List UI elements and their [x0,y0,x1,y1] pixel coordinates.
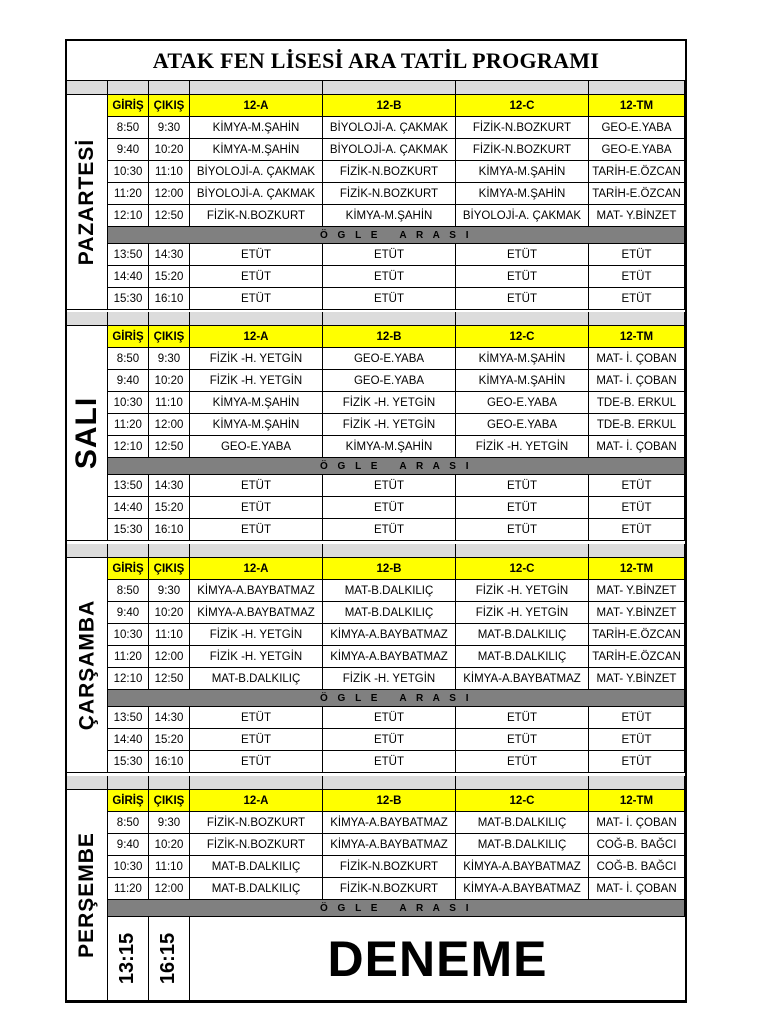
cell-cikis: 15:20 [149,266,190,288]
cell-class-12b: ETÜT [323,729,456,751]
cell-class-12b: ETÜT [323,266,456,288]
separator-row-cell [108,81,149,95]
header-class-12b: 12-B [323,326,456,348]
day-name: PERŞEMBE [75,832,99,958]
cell-class-12c: KİMYA-A.BAYBATMAZ [456,878,589,900]
cell-class-12tm: MAT- Y.BİNZET [589,668,685,690]
header-class-12b: 12-B [323,558,456,580]
cell-class-12b: ETÜT [323,475,456,497]
cell-cikis: 11:10 [149,856,190,878]
cell-class-12c: ETÜT [456,707,589,729]
cell-class-12c: GEO-E.YABA [456,392,589,414]
cell-class-12a: ETÜT [190,266,323,288]
cell-class-12a: KİMYA-M.ŞAHİN [190,414,323,436]
cell-cikis: 12:00 [149,646,190,668]
cell-class-12tm: COĞ-B. BAĞCI [589,856,685,878]
day-name: ÇARŞAMBA [75,599,98,731]
schedule-sheet [65,39,687,1003]
cell-class-12a: KİMYA-A.BAYBATMAZ [190,602,323,624]
cell-class-12c: ETÜT [456,288,589,310]
cell-class-12a: FİZİK-N.BOZKURT [190,205,323,227]
cell-cikis: 10:20 [149,370,190,392]
cell-class-12c: KİMYA-M.ŞAHİN [456,370,589,392]
cell-class-12tm: ETÜT [589,707,685,729]
separator-row-cell [589,544,685,558]
cell-cikis: 12:50 [149,205,190,227]
header-class-12a: 12-A [190,790,323,812]
cell-class-12b: ETÜT [323,288,456,310]
header-giris: GİRİŞ [108,558,149,580]
cell-class-12a: FİZİK -H. YETGİN [190,624,323,646]
cell-giris: 10:30 [108,856,149,878]
cell-class-12c: FİZİK-N.BOZKURT [456,117,589,139]
header-class-12a: 12-A [190,326,323,348]
cell-giris: 14:40 [108,497,149,519]
cell-giris: 9:40 [108,602,149,624]
cell-class-12c: ETÜT [456,519,589,541]
separator-row-cell [323,544,456,558]
cell-class-12b: KİMYA-A.BAYBATMAZ [323,646,456,668]
cell-class-12c: KİMYA-M.ŞAHİN [456,161,589,183]
cell-cikis: 15:20 [149,729,190,751]
cell-cikis: 10:20 [149,834,190,856]
cell-class-12b: KİMYA-M.ŞAHİN [323,436,456,458]
separator-row-cell [323,312,456,326]
cell-class-12b: ETÜT [323,751,456,773]
separator-row-cell [149,776,190,790]
lunch-break-row: Ö G L E A R A S I [108,900,685,917]
separator-row-cell [67,81,108,95]
header-cikis: ÇIKIŞ [149,790,190,812]
cell-giris: 8:50 [108,580,149,602]
header-giris: GİRİŞ [108,95,149,117]
header-giris: GİRİŞ [108,790,149,812]
cell-cikis: 16:10 [149,288,190,310]
cell-class-12tm: TARİH-E.ÖZCAN [589,183,685,205]
cell-class-12c: BİYOLOJİ-A. ÇAKMAK [456,205,589,227]
cell-class-12c: FİZİK -H. YETGİN [456,436,589,458]
separator-row-cell [323,81,456,95]
cell-class-12tm: ETÜT [589,751,685,773]
cell-giris: 9:40 [108,834,149,856]
cell-class-12tm: ETÜT [589,244,685,266]
cell-class-12tm: ETÜT [589,497,685,519]
cell-class-12c: FİZİK -H. YETGİN [456,580,589,602]
cell-class-12c: ETÜT [456,266,589,288]
header-class-12b: 12-B [323,790,456,812]
cell-cikis: 9:30 [149,812,190,834]
cell-class-12a: ETÜT [190,288,323,310]
exam-label: DENEME [190,917,685,1001]
header-class-12tm: 12-TM [589,790,685,812]
cell-giris: 8:50 [108,348,149,370]
cell-class-12b: KİMYA-M.ŞAHİN [323,205,456,227]
cell-class-12tm: COĞ-B. BAĞCI [589,834,685,856]
cell-class-12tm: MAT- İ. ÇOBAN [589,878,685,900]
cell-class-12tm: GEO-E.YABA [589,117,685,139]
cell-class-12tm: TARİH-E.ÖZCAN [589,646,685,668]
separator-row-cell [456,544,589,558]
cell-class-12c: ETÜT [456,751,589,773]
header-cikis: ÇIKIŞ [149,558,190,580]
cell-class-12b: GEO-E.YABA [323,370,456,392]
cell-class-12c: MAT-B.DALKILIÇ [456,624,589,646]
cell-class-12tm: MAT- İ. ÇOBAN [589,436,685,458]
separator-row-cell [149,81,190,95]
cell-cikis: 15:20 [149,497,190,519]
cell-giris: 11:20 [108,414,149,436]
separator-row-cell [108,312,149,326]
cell-giris: 11:20 [108,646,149,668]
cell-cikis: 12:50 [149,668,190,690]
cell-giris: 11:20 [108,878,149,900]
cell-class-12a: FİZİK -H. YETGİN [190,348,323,370]
separator-row-cell [589,81,685,95]
cell-class-12tm: MAT- Y.BİNZET [589,205,685,227]
day-name: SALI [70,396,103,470]
cell-class-12c: KİMYA-M.ŞAHİN [456,183,589,205]
cell-class-12b: GEO-E.YABA [323,348,456,370]
cell-giris: 10:30 [108,624,149,646]
cell-class-12b: ETÜT [323,707,456,729]
cell-class-12tm: MAT- İ. ÇOBAN [589,370,685,392]
separator-row-cell [149,544,190,558]
cell-giris: 13:50 [108,244,149,266]
header-class-12tm: 12-TM [589,326,685,348]
cell-cikis: 12:50 [149,436,190,458]
cell-class-12a: MAT-B.DALKILIÇ [190,878,323,900]
cell-giris: 14:40 [108,266,149,288]
cell-class-12a: ETÜT [190,244,323,266]
cell-class-12b: FİZİK -H. YETGİN [323,668,456,690]
cell-class-12tm: ETÜT [589,288,685,310]
cell-class-12a: FİZİK -H. YETGİN [190,370,323,392]
cell-class-12b: FİZİK-N.BOZKURT [323,161,456,183]
cell-class-12b: ETÜT [323,519,456,541]
day-label [67,95,108,310]
cell-class-12c: ETÜT [456,475,589,497]
separator-row-cell [456,776,589,790]
cell-class-12b: ETÜT [323,497,456,519]
cell-giris: 15:30 [108,519,149,541]
page-title: ATAK FEN LİSESİ ARA TATİL PROGRAMI [67,41,685,81]
cell-class-12c: KİMYA-A.BAYBATMAZ [456,856,589,878]
cell-class-12b: BİYOLOJİ-A. ÇAKMAK [323,117,456,139]
cell-class-12b: MAT-B.DALKILIÇ [323,580,456,602]
separator-row-cell [190,81,323,95]
exam-end-time [149,917,190,1001]
separator-row-cell [190,776,323,790]
cell-class-12b: ETÜT [323,244,456,266]
cell-class-12tm: ETÜT [589,519,685,541]
header-class-12a: 12-A [190,95,323,117]
cell-class-12a: KİMYA-A.BAYBATMAZ [190,580,323,602]
cell-class-12a: MAT-B.DALKILIÇ [190,856,323,878]
cell-class-12c: MAT-B.DALKILIÇ [456,812,589,834]
cell-class-12tm: MAT- Y.BİNZET [589,580,685,602]
header-class-12c: 12-C [456,790,589,812]
cell-giris: 11:20 [108,183,149,205]
cell-class-12c: ETÜT [456,729,589,751]
cell-giris: 9:40 [108,370,149,392]
cell-giris: 15:30 [108,288,149,310]
cell-class-12a: ETÜT [190,519,323,541]
cell-giris: 8:50 [108,812,149,834]
cell-class-12a: ETÜT [190,497,323,519]
cell-class-12c: FİZİK-N.BOZKURT [456,139,589,161]
cell-giris: 15:30 [108,751,149,773]
cell-class-12c: FİZİK -H. YETGİN [456,602,589,624]
cell-class-12c: KİMYA-A.BAYBATMAZ [456,668,589,690]
cell-class-12a: ETÜT [190,729,323,751]
cell-cikis: 11:10 [149,624,190,646]
cell-class-12a: ETÜT [190,751,323,773]
separator-row-cell [67,312,108,326]
cell-cikis: 11:10 [149,161,190,183]
lunch-break-row: Ö G L E A R A S I [108,458,685,475]
cell-class-12tm: TDE-B. ERKUL [589,392,685,414]
separator-row-cell [190,544,323,558]
cell-giris: 14:40 [108,729,149,751]
day-label [67,790,108,1001]
cell-cikis: 9:30 [149,580,190,602]
cell-class-12b: FİZİK-N.BOZKURT [323,856,456,878]
cell-class-12c: MAT-B.DALKILIÇ [456,646,589,668]
cell-class-12a: BİYOLOJİ-A. ÇAKMAK [190,183,323,205]
cell-class-12c: ETÜT [456,244,589,266]
cell-cikis: 9:30 [149,117,190,139]
separator-row-cell [149,312,190,326]
cell-class-12b: FİZİK -H. YETGİN [323,392,456,414]
cell-class-12a: ETÜT [190,707,323,729]
cell-class-12b: KİMYA-A.BAYBATMAZ [323,624,456,646]
cell-giris: 10:30 [108,161,149,183]
cell-class-12b: FİZİK -H. YETGİN [323,414,456,436]
cell-class-12a: GEO-E.YABA [190,436,323,458]
cell-class-12tm: MAT- İ. ÇOBAN [589,348,685,370]
cell-cikis: 16:10 [149,519,190,541]
exam-start-time [108,917,149,1001]
cell-class-12a: KİMYA-M.ŞAHİN [190,392,323,414]
cell-class-12tm: ETÜT [589,266,685,288]
cell-class-12c: KİMYA-M.ŞAHİN [456,348,589,370]
header-cikis: ÇIKIŞ [149,95,190,117]
cell-class-12a: KİMYA-M.ŞAHİN [190,117,323,139]
cell-giris: 13:50 [108,707,149,729]
cell-class-12c: ETÜT [456,497,589,519]
cell-giris: 9:40 [108,139,149,161]
header-class-12tm: 12-TM [589,558,685,580]
cell-cikis: 14:30 [149,707,190,729]
separator-row-cell [190,312,323,326]
cell-class-12a: ETÜT [190,475,323,497]
header-cikis: ÇIKIŞ [149,326,190,348]
cell-cikis: 12:00 [149,183,190,205]
separator-row-cell [456,81,589,95]
header-class-12c: 12-C [456,558,589,580]
cell-class-12tm: TARİH-E.ÖZCAN [589,624,685,646]
cell-class-12c: MAT-B.DALKILIÇ [456,834,589,856]
header-class-12c: 12-C [456,326,589,348]
cell-class-12tm: ETÜT [589,729,685,751]
cell-class-12b: MAT-B.DALKILIÇ [323,602,456,624]
cell-giris: 12:10 [108,436,149,458]
cell-class-12tm: MAT- İ. ÇOBAN [589,812,685,834]
cell-class-12b: FİZİK-N.BOZKURT [323,183,456,205]
cell-cikis: 12:00 [149,414,190,436]
cell-class-12tm: MAT- Y.BİNZET [589,602,685,624]
cell-cikis: 9:30 [149,348,190,370]
cell-cikis: 10:20 [149,139,190,161]
header-giris: GİRİŞ [108,326,149,348]
cell-class-12b: KİMYA-A.BAYBATMAZ [323,812,456,834]
header-class-12a: 12-A [190,558,323,580]
cell-class-12a: BİYOLOJİ-A. ÇAKMAK [190,161,323,183]
cell-class-12b: KİMYA-A.BAYBATMAZ [323,834,456,856]
cell-cikis: 10:20 [149,602,190,624]
lunch-break-row: Ö G L E A R A S I [108,690,685,707]
cell-cikis: 16:10 [149,751,190,773]
cell-giris: 12:10 [108,205,149,227]
lunch-break-row: Ö G L E A R A S I [108,227,685,244]
cell-cikis: 14:30 [149,475,190,497]
cell-cikis: 12:00 [149,878,190,900]
header-class-12c: 12-C [456,95,589,117]
cell-class-12a: FİZİK-N.BOZKURT [190,812,323,834]
separator-row-cell [323,776,456,790]
separator-row-cell [589,312,685,326]
cell-cikis: 14:30 [149,244,190,266]
cell-class-12a: KİMYA-M.ŞAHİN [190,139,323,161]
day-label [67,326,108,541]
header-class-12b: 12-B [323,95,456,117]
separator-row-cell [67,776,108,790]
cell-class-12a: FİZİK -H. YETGİN [190,646,323,668]
cell-class-12a: FİZİK-N.BOZKURT [190,834,323,856]
cell-class-12b: BİYOLOJİ-A. ÇAKMAK [323,139,456,161]
cell-cikis: 11:10 [149,392,190,414]
exam-end-time-text: 16:15 [157,932,180,985]
cell-giris: 12:10 [108,668,149,690]
cell-class-12tm: TDE-B. ERKUL [589,414,685,436]
header-class-12tm: 12-TM [589,95,685,117]
cell-class-12tm: ETÜT [589,475,685,497]
separator-row-cell [67,544,108,558]
cell-class-12tm: GEO-E.YABA [589,139,685,161]
cell-giris: 13:50 [108,475,149,497]
separator-row-cell [108,544,149,558]
day-name: PAZARTESİ [75,138,99,266]
cell-giris: 8:50 [108,117,149,139]
cell-class-12c: GEO-E.YABA [456,414,589,436]
cell-class-12a: MAT-B.DALKILIÇ [190,668,323,690]
separator-row-cell [108,776,149,790]
cell-class-12tm: TARİH-E.ÖZCAN [589,161,685,183]
separator-row-cell [589,776,685,790]
cell-giris: 10:30 [108,392,149,414]
day-label [67,558,108,773]
cell-class-12b: FİZİK-N.BOZKURT [323,878,456,900]
separator-row-cell [456,312,589,326]
exam-start-time-text: 13:15 [116,932,139,985]
